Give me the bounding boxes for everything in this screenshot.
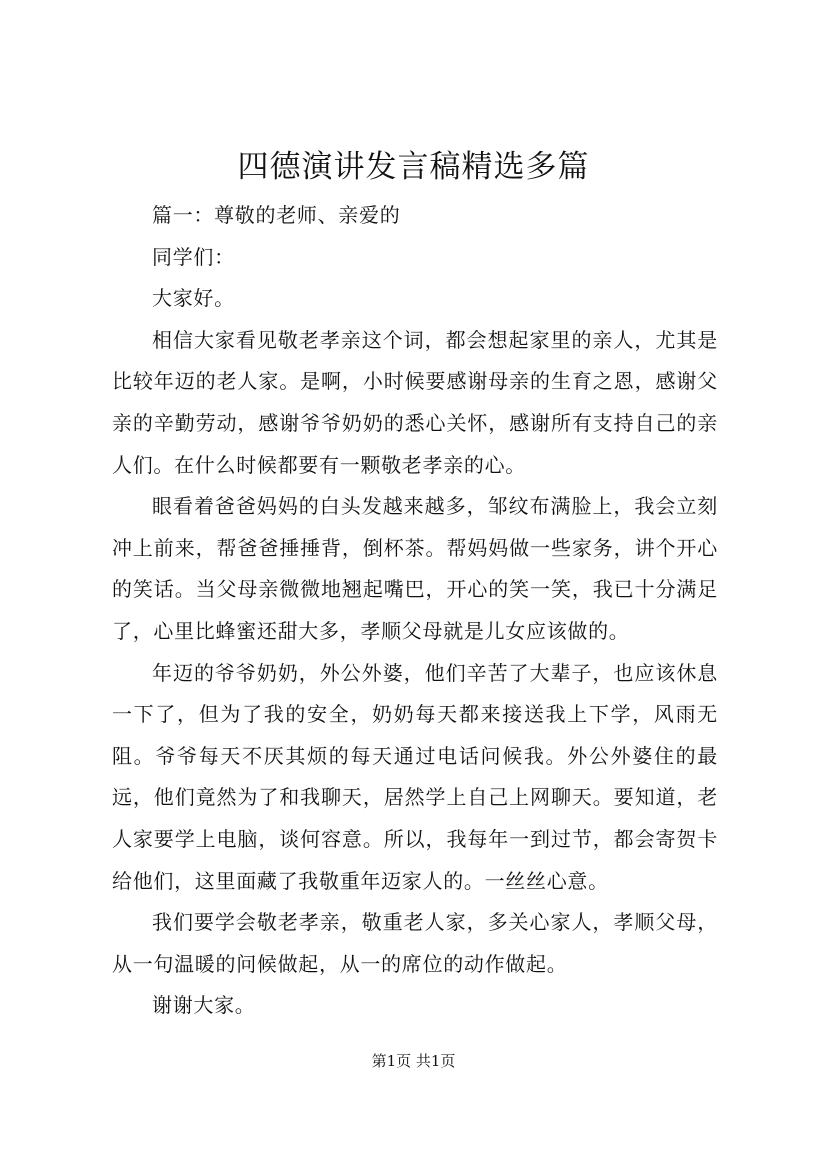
paragraph-hello: 大家好。 [152, 286, 235, 311]
paragraph-body: 相信大家看见敬老孝亲这个词，都会想起家里的亲人，尤其是比较年迈的老人家。是啊，小时候要感谢母亲的生育之恩，感谢父亲的辛勤劳动，感谢爷爷奶奶的悉心关怀，感谢所有支持自己的亲人们。在什么时候都要有一颗敬老孝亲的心。 [112, 327, 718, 477]
paragraph-body: 年迈的爷爷奶奶，外公外婆，他们辛苦了大辈子，也应该休息一下了，但为了我的安全，奶奶每天都来接送我上下学，风雨无阻。爷爷每天不厌其烦的每天通过电话问候我。外公外婆住的最远，他们竟然为了和我聊天，居然学上自己上网聊天。要知道，老人家要学上电脑，谈何容意。所以，我每年一到过节，都会寄贺卡给他们，这里面藏了我敬重年迈家人的。一丝丝心意。 [112, 660, 718, 893]
document-title: 四德演讲发言稿精选多篇 [237, 149, 590, 185]
paragraph-body: 眼看着爸爸妈妈的白头发越来越多，邹纹布满脸上，我会立刻冲上前来，帮爸爸捶捶背，倒杯茶。帮妈妈做一些家务，讲个开心的笑话。当父母亲微微地翘起嘴巴，开心的笑一笑，我已十分满足了，心里比蜂蜜还甜大多，孝顺父母就是儿女应该做的。 [112, 494, 718, 643]
paragraph-closing: 谢谢大家。 [152, 993, 256, 1018]
paragraph-body: 我们要学会敬老孝亲，敬重老人家，多关心家人，孝顺父母，从一句温暖的问候做起，从一的席位的动作做起。 [112, 910, 718, 976]
page-number-footer: 第1页 共1页 [371, 1052, 456, 1070]
paragraph-greeting-line-1: 篇一：尊敬的老师、亲爱的 [152, 203, 401, 227]
paragraph-greeting-line-2: 同学们： [152, 244, 235, 269]
document-body [112, 195, 718, 1027]
